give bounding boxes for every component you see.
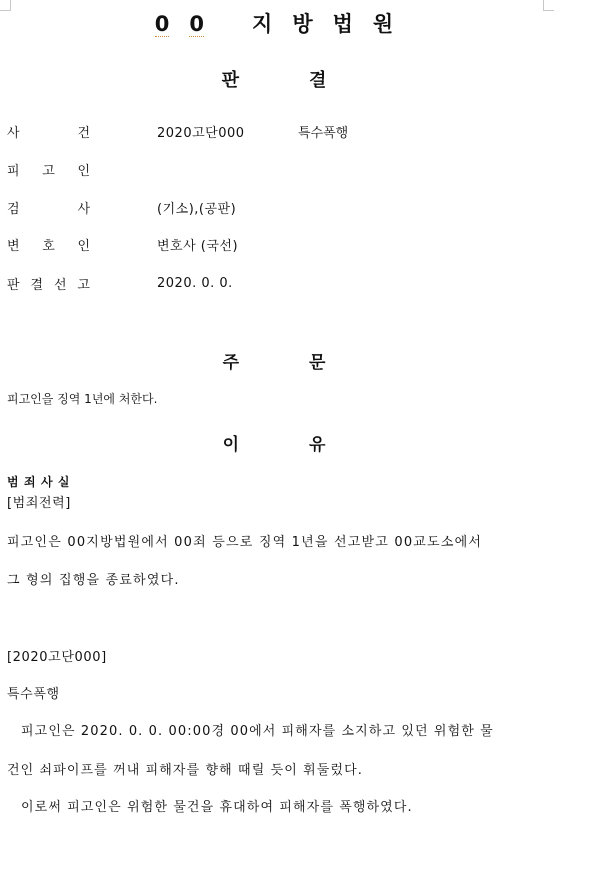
info-label-counsel: 변 호 인 <box>7 238 90 254</box>
prior-record-line-1: 피고인은 00지방법원에서 00죄 등으로 징역 1년을 선고받고 00교도소에서 <box>7 535 483 550</box>
sentencing-date: 2020. 0. 0. <box>157 275 233 291</box>
info-label-prosecutor: 검 사 <box>7 201 90 217</box>
court-title-char: 원 <box>372 12 394 36</box>
order-heading-char: 주 <box>222 353 239 373</box>
info-label-case: 사 건 <box>7 125 90 141</box>
court-title <box>0 8 548 38</box>
facts-line-2: 건인 쇠파이프를 꺼내 피해자를 향해 때릴 듯이 휘둘렀다. <box>7 763 363 778</box>
reason-heading-char: 이 <box>222 435 239 455</box>
court-title-char: 법 <box>332 12 353 36</box>
info-label-defendant: 피 고 인 <box>7 163 90 179</box>
order-heading <box>0 348 548 373</box>
info-row-defendant <box>7 158 90 180</box>
court-title-char: 방 <box>292 12 313 36</box>
facts-line-3: 이로써 피고인은 위험한 물건을 휴대하여 피해자를 폭행하였다. <box>21 800 413 815</box>
prior-record-label: [범죄전력] <box>7 496 71 511</box>
info-row-prosecutor <box>7 196 237 218</box>
prior-record-line-2: 그 형의 집행을 종료하였다. <box>7 573 180 588</box>
order-heading-char: 문 <box>309 353 326 373</box>
info-row-sentencing <box>7 272 233 294</box>
court-title-char: 지 <box>252 12 273 36</box>
case-crime: 특수폭행 <box>298 125 349 141</box>
judgment-heading-char: 결 <box>309 70 327 91</box>
case-number: 2020고단000 <box>157 125 245 141</box>
court-title-digit: 0 <box>154 12 170 36</box>
reason-heading-char: 유 <box>309 435 326 455</box>
judgment-heading-char: 판 <box>221 70 239 91</box>
prosecutor-value: (기소),(공판) <box>157 201 237 217</box>
case-reference-label: [2020고단000] <box>7 650 107 665</box>
reason-heading <box>0 430 548 455</box>
offense-label: 특수폭행 <box>7 687 60 702</box>
info-row-counsel <box>7 233 239 255</box>
judgment-heading <box>0 66 548 92</box>
crime-facts-heading: 범 죄 사 실 <box>7 475 71 489</box>
court-title-digit: 0 <box>189 12 205 36</box>
facts-line-1: 피고인은 2020. 0. 0. 00:00경 00에서 피해자를 소지하고 있던 위험한 물 <box>21 724 494 739</box>
info-row-case <box>7 120 349 142</box>
order-text: 피고인을 징역 1년에 처한다. <box>7 392 158 406</box>
counsel-value: 변호사 (국선) <box>157 238 239 254</box>
info-label-sentencing: 판 결 선 고 <box>7 277 90 293</box>
